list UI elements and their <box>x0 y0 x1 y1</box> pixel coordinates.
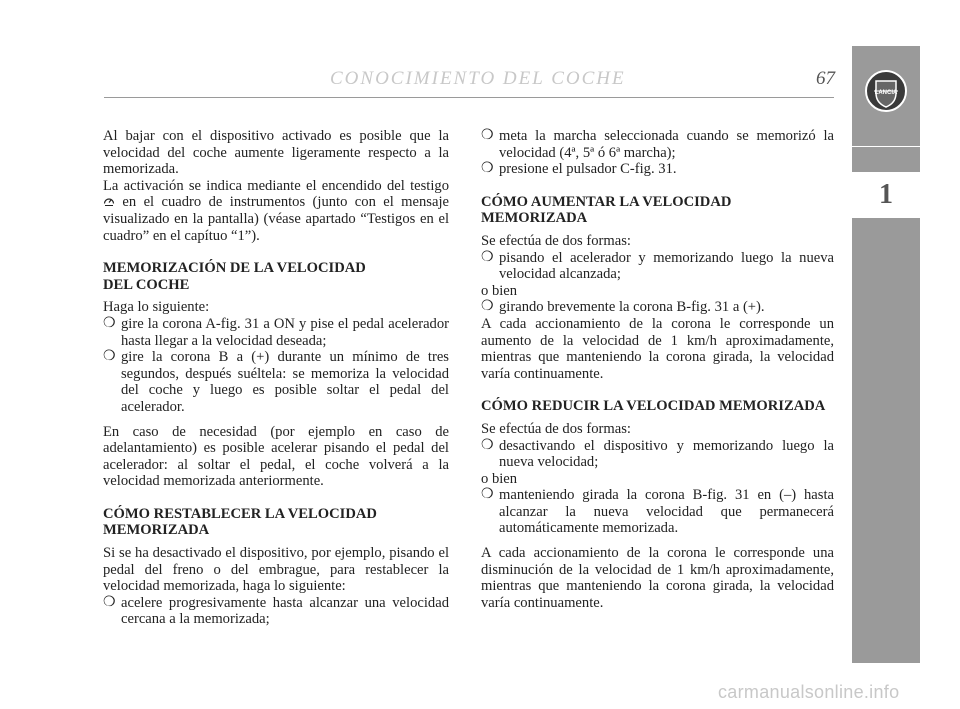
section-reducir-option-1 <box>481 438 834 471</box>
bullet-icon: ❍ <box>103 594 116 610</box>
section-title-memorizacion-line1: MEMORIZACIÓN DE LA VELOCIDAD <box>103 260 366 277</box>
header-divider <box>104 97 834 98</box>
section-title-memorizacion-line2: DEL COCHE <box>103 276 190 293</box>
section-reducir-or: o bien <box>481 470 518 487</box>
left-column <box>103 128 449 636</box>
bullet-icon: ❍ <box>103 315 116 331</box>
section-title-aumentar-line1: CÓMO AUMENTAR LA VELOCIDAD <box>481 193 732 210</box>
bullet-icon: ❍ <box>481 437 494 453</box>
section-memorizacion-steps <box>103 316 449 416</box>
list-item <box>481 161 834 178</box>
section-aumentar-intro: Se efectúa de dos formas: <box>481 232 631 249</box>
list-item-text: desactivando el dispositivo y memorizando luego la nueva velocidad; <box>499 437 834 471</box>
section-title-aumentar <box>481 194 834 227</box>
right-column <box>481 128 834 619</box>
list-item <box>481 299 834 316</box>
list-item <box>481 487 834 537</box>
section-title-restablecer-line2: MEMORIZADA <box>103 522 210 539</box>
section-reducir-intro: Se efectúa de dos formas: <box>481 420 631 437</box>
section-aumentar-note: A cada accionamiento de la corona le corresponde un aumento de la velocidad de 1 km/h aproximadamente, mientras que manteniendo la corona girada, la velocidad varía continuamente. <box>481 315 834 382</box>
section-reducir-note: A cada accionamiento de la corona le corresponde una disminución de la velocidad de 1 km/h aproximadamente, mientras que manteniendo la corona girada, la velocidad varía continuamente. <box>481 545 834 611</box>
section-title-reducir: CÓMO REDUCIR LA VELOCIDAD MEMORIZADA <box>481 398 826 415</box>
intro-paragraph-2 <box>103 178 449 244</box>
section-reducir-option-2 <box>481 487 834 537</box>
list-item-text: gire la corona A-fig. 31 a ON y pise el pedal acelerador hasta llegar a la velocidad deseada; <box>121 315 449 349</box>
list-item <box>481 250 834 283</box>
bullet-icon: ❍ <box>103 349 116 365</box>
bullet-icon: ❍ <box>481 487 494 503</box>
page-number: 67 <box>816 68 835 89</box>
section-memorizacion-intro: Haga lo siguiente: <box>103 299 210 316</box>
intro-paragraph-2-start: La activación se indica mediante el encendido del testigo <box>103 177 449 194</box>
list-item-text: manteniendo girada la corona B-fig. 31 en (–) hasta alcanzar la nueva velocidad que permanecerá automáticamente memorizada. <box>499 487 834 537</box>
section-memorizacion-note: En caso de necesidad (por ejemplo en caso de adelantamiento) es posible acelerar pisando el pedal del acelerador: al soltar el pedal, el coche volverá a la velocidad memorizada anteriormente. <box>103 423 449 490</box>
page-header-title: CONOCIMIENTO DEL COCHE <box>330 68 626 89</box>
watermark-text: carmanualsonline.info <box>718 682 900 702</box>
section-restablecer-steps <box>103 595 449 628</box>
bullet-icon: ❍ <box>481 299 494 315</box>
list-item <box>103 316 449 349</box>
list-item <box>103 349 449 415</box>
section-restablecer-steps-continued <box>481 128 834 178</box>
list-item-text: girando brevemente la corona B-fig. 31 a (+). <box>499 299 765 316</box>
section-title-memorizacion <box>103 260 449 293</box>
section-title-restablecer-line1: CÓMO RESTABLECER LA VELOCIDAD <box>103 505 377 522</box>
list-item-text: meta la marcha seleccionada cuando se memorizó la velocidad (4ª, 5ª ó 6ª marcha); <box>499 128 834 161</box>
lancia-shield-logo-icon <box>864 67 908 115</box>
list-item <box>481 438 834 471</box>
section-title-aumentar-line2: MEMORIZADA <box>481 210 588 227</box>
list-item <box>103 595 449 628</box>
section-restablecer-intro: Si se ha desactivado el dispositivo, por ejemplo, pisando el pedal del freno o del embrague, para restablecer la velocidad memorizada, haga lo siguiente: <box>103 545 449 595</box>
section-aumentar-option-1 <box>481 250 834 283</box>
section-aumentar-option-2 <box>481 299 834 316</box>
list-item-text: pisando el acelerador y memorizando luego la nueva velocidad alcanzada; <box>499 249 834 283</box>
list-item <box>481 128 834 161</box>
intro-paragraph-2-end: en el cuadro de instrumentos (junto con el mensaje visualizado en la pantalla) (véase apartado “Testigos en el cuadro” en el capítuo “1”). <box>103 194 450 244</box>
bullet-icon: ❍ <box>481 161 494 177</box>
logo-text: LANCIA <box>874 90 898 96</box>
chapter-number: 1 <box>852 172 920 218</box>
logo-area <box>852 46 920 136</box>
bullet-icon: ❍ <box>481 128 494 143</box>
list-item-text: gire la corona B a (+) durante un mínimo de tres segundos, después suéltela: se memoriza la velocidad del coche y luego es posible soltar el pedal del acelerador. <box>121 349 449 415</box>
bullet-icon: ❍ <box>481 249 494 265</box>
intro-paragraph-1: Al bajar con el dispositivo activado es posible que la velocidad del coche aumente ligeramente respecto a la memorizada. <box>103 128 449 178</box>
section-title-restablecer <box>103 506 449 539</box>
list-item-text: acelere progresivamente hasta alcanzar una velocidad cercana a la memorizada; <box>121 594 449 628</box>
cruise-control-icon <box>103 195 115 207</box>
list-item-text: presione el pulsador C-fig. 31. <box>499 161 677 178</box>
sidebar-divider <box>852 146 920 147</box>
section-aumentar-or: o bien <box>481 282 518 299</box>
chapter-sidebar <box>852 46 920 663</box>
